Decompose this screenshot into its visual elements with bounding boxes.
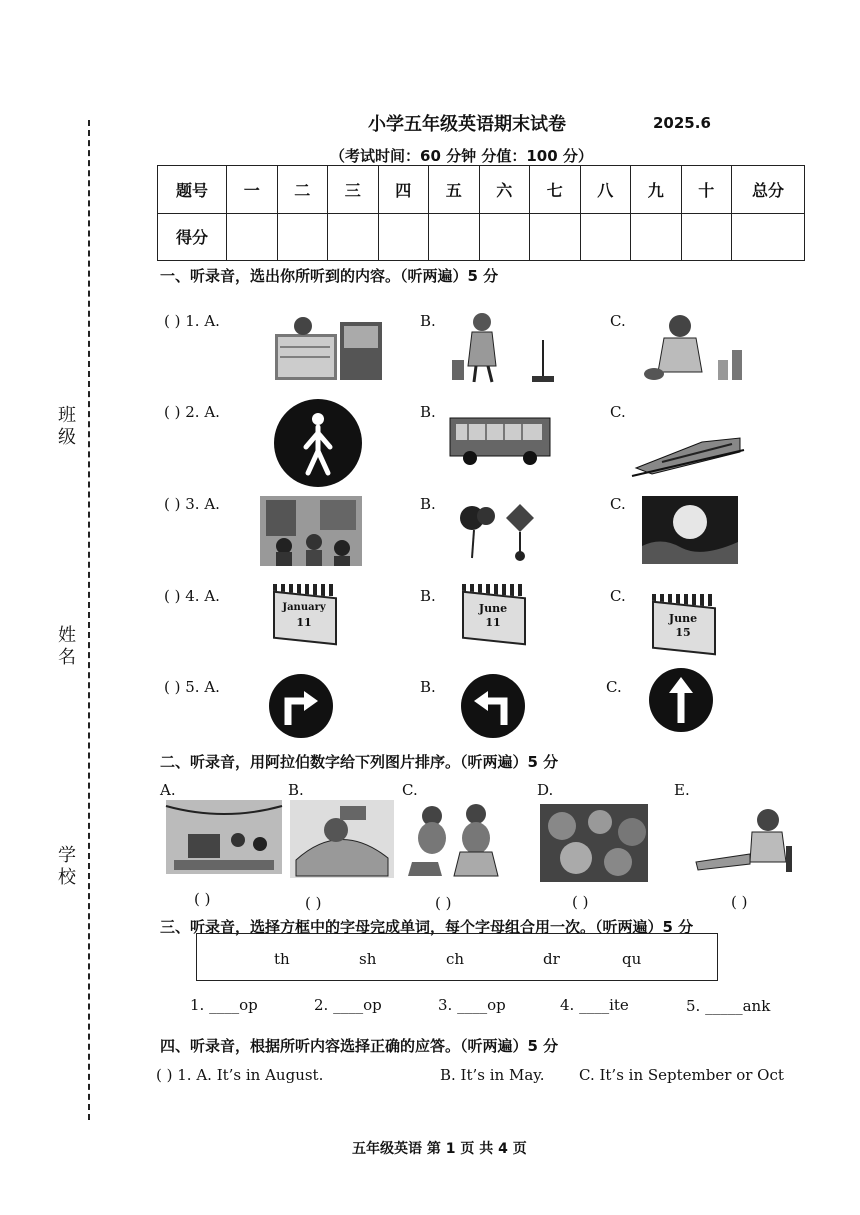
calendar-june-15-image[interactable] [652, 594, 714, 648]
s4-q1-option-c: C. It’s in September or Oct [579, 1066, 784, 1084]
word-item-1[interactable] [190, 996, 258, 1014]
q3-number: ( ) 3. A. [164, 495, 220, 513]
name-label: 姓名 [55, 625, 76, 669]
food-dishes-image[interactable] [540, 804, 648, 882]
score-cell[interactable] [530, 213, 581, 261]
answer-blank-a[interactable]: ( ) [194, 890, 211, 908]
table-cell: 五 [429, 166, 480, 214]
score-cell[interactable] [429, 213, 480, 261]
item-number: 1. [190, 996, 205, 1014]
q4-option-c-label: C. [610, 587, 626, 605]
cooking-image[interactable] [640, 312, 755, 384]
item-number: 3. [438, 996, 453, 1014]
moon-night-image[interactable] [642, 496, 738, 564]
go-straight-sign-icon[interactable] [648, 667, 714, 733]
word-item-2[interactable] [314, 996, 382, 1014]
s4-q1-option-b: B. It’s in May. [440, 1066, 545, 1084]
party-scene-image[interactable] [166, 800, 282, 874]
table-cell: 四 [378, 166, 429, 214]
q2-option-b-label: B. [420, 403, 436, 421]
answer-blank-c[interactable]: ( ) [435, 894, 452, 912]
calendar-june-11-image[interactable] [462, 584, 524, 638]
table-cell: 一 [227, 166, 278, 214]
section2-title: 二、听录音，用阿拉伯数字给下列图片排序。（听两遍）5 分 [160, 753, 559, 771]
calendar-month: June [668, 612, 698, 625]
binding-line [88, 120, 90, 1120]
answer-blank-e[interactable]: ( ) [731, 893, 748, 911]
q1-option-c-label: C. [610, 312, 626, 330]
score-cell[interactable] [227, 213, 278, 261]
page-footer: 五年级英语 第 1 页 共 4 页 [352, 1141, 527, 1157]
score-cell[interactable] [681, 213, 732, 261]
item-blank[interactable]: ____ [209, 996, 240, 1014]
q3-option-b-label: B. [420, 495, 436, 513]
letter-combo-qu: qu [622, 950, 642, 968]
item-number: 2. [314, 996, 329, 1014]
mice-cartoon-image[interactable] [402, 802, 520, 880]
q1-option-b-label: B. [420, 312, 436, 330]
section3-title: 三、听录音，选择方框中的字母完成单词，每个字母组合用一次。（听两遍）5 分 [160, 918, 694, 936]
calendar-day: 11 [485, 616, 501, 629]
q5-number: ( ) 5. A. [164, 678, 220, 696]
word-item-4[interactable] [560, 996, 629, 1014]
score-cell[interactable] [277, 213, 328, 261]
reading-newspaper-image[interactable] [270, 312, 385, 384]
score-cell[interactable] [479, 213, 530, 261]
word-item-3[interactable] [438, 996, 506, 1014]
item-blank[interactable]: _____ [705, 997, 743, 1015]
q4-option-b-label: B. [420, 587, 436, 605]
q1-number: ( ) 1. A. [164, 312, 220, 330]
q2-number: ( ) 2. A. [164, 403, 220, 421]
bus-image[interactable] [446, 410, 556, 468]
item-ending: op [363, 996, 382, 1014]
calendar-month: June [478, 602, 508, 615]
train-image[interactable] [632, 430, 744, 480]
picture-label-e: E. [674, 781, 690, 799]
score-cell[interactable] [631, 213, 682, 261]
table-cell: 得分 [158, 213, 227, 261]
q2-option-c-label: C. [610, 403, 626, 421]
answer-blank-b[interactable]: ( ) [305, 894, 322, 912]
calendar-day: 15 [675, 626, 691, 639]
table-cell: 六 [479, 166, 530, 214]
item-number: 5. [686, 997, 701, 1015]
table-cell: 总分 [732, 166, 805, 214]
item-blank[interactable]: ____ [579, 996, 610, 1014]
score-cell[interactable] [732, 213, 805, 261]
letter-combo-dr: dr [543, 950, 560, 968]
calendar-day: 11 [296, 616, 312, 629]
table-cell: 十 [681, 166, 732, 214]
q4-number: ( ) 4. A. [164, 587, 220, 605]
letter-combo-sh: sh [359, 950, 377, 968]
calendar-january-11-image[interactable] [273, 584, 335, 638]
score-cell[interactable] [580, 213, 631, 261]
score-table-header-row [158, 166, 805, 214]
item-ending: ite [609, 996, 629, 1014]
picture-label-c: C. [402, 781, 418, 799]
calendar-month: January [282, 602, 326, 613]
section1-title: 一、听录音，选出你所听到的内容。（听两遍）5 分 [160, 267, 499, 285]
score-cell[interactable] [328, 213, 379, 261]
score-cell[interactable] [378, 213, 429, 261]
q5-option-b-label: B. [420, 678, 436, 696]
word-item-5[interactable] [686, 997, 770, 1015]
exam-subtitle: （考试时间：60 分钟 分值：100 分） [330, 147, 593, 165]
q5-option-c-label: C. [606, 678, 622, 696]
item-number: 4. [560, 996, 575, 1014]
item-ending: op [239, 996, 258, 1014]
exam-date: 2025.6 [653, 114, 711, 132]
q3-option-c-label: C. [610, 495, 626, 513]
walk-sign-icon[interactable] [272, 397, 364, 489]
crowd-scene-image[interactable] [260, 496, 362, 566]
class-label: 班级 [55, 405, 76, 449]
answer-blank-d[interactable]: ( ) [572, 893, 589, 911]
letter-combo-th: th [274, 950, 290, 968]
sleeping-child-image[interactable] [290, 800, 394, 878]
table-cell: 二 [277, 166, 328, 214]
picture-label-d: D. [537, 781, 554, 799]
item-ending: op [487, 996, 506, 1014]
item-ending: ank [742, 997, 771, 1015]
picture-label-b: B. [288, 781, 304, 799]
s4-q1-option-a: ( ) 1. A. It’s in August. [156, 1066, 324, 1084]
score-table [157, 165, 805, 261]
table-cell: 九 [631, 166, 682, 214]
sweeping-floor-image[interactable] [448, 310, 558, 386]
picture-label-a: A. [160, 781, 176, 799]
table-cell: 题号 [158, 166, 227, 214]
table-cell: 八 [580, 166, 631, 214]
table-cell: 三 [328, 166, 379, 214]
girl-thinking-image[interactable] [690, 806, 808, 876]
page-title: 小学五年级英语期末试卷 [368, 114, 566, 135]
letter-combo-ch: ch [446, 950, 465, 968]
school-label: 学校 [55, 845, 76, 889]
table-cell: 七 [530, 166, 581, 214]
item-blank[interactable]: ____ [457, 996, 488, 1014]
section4-title: 四、听录音，根据所听内容选择正确的应答。（听两遍）5 分 [160, 1037, 559, 1055]
turn-right-sign-icon[interactable] [268, 673, 334, 739]
lanterns-image[interactable] [452, 498, 556, 566]
score-table-score-row [158, 213, 805, 261]
turn-left-sign-icon[interactable] [460, 673, 526, 739]
item-blank[interactable]: ____ [333, 996, 364, 1014]
